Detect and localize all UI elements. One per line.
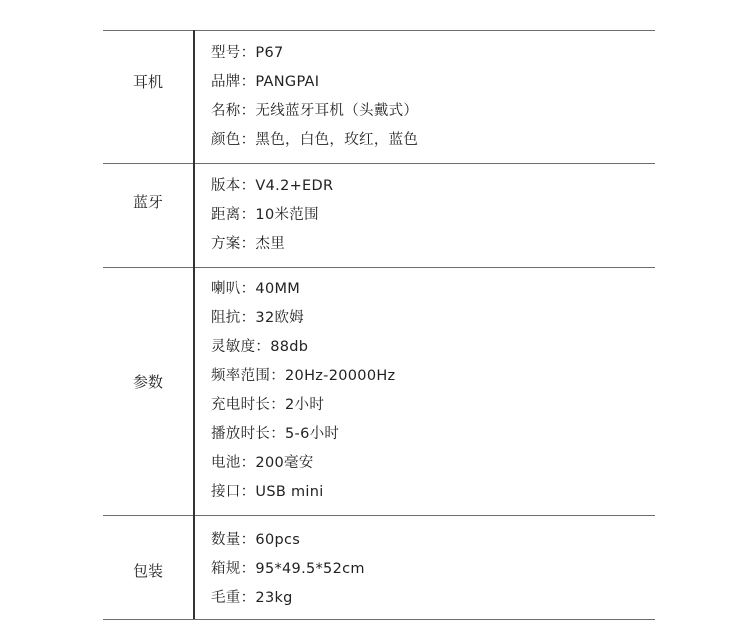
spec-value: PANGPAI: [255, 74, 320, 90]
spec-value: 5-6小时: [285, 426, 340, 442]
spec-key: 灵敏度: [211, 339, 256, 355]
spec-key: 播放时长: [211, 426, 271, 442]
spec-separator: ：: [240, 561, 256, 577]
spec-row: [211, 588, 293, 608]
spec-key: 品牌: [211, 74, 241, 90]
spec-separator: ：: [240, 236, 256, 252]
spec-value: 95*49.5*52cm: [255, 561, 365, 577]
spec-row: [211, 530, 300, 550]
spec-row: [211, 72, 319, 92]
section-packaging: [103, 515, 655, 619]
spec-separator: ：: [255, 339, 271, 355]
spec-row: [211, 101, 418, 121]
spec-separator: ：: [240, 484, 256, 500]
spec-value: 88db: [270, 339, 309, 355]
spec-separator: ：: [240, 74, 256, 90]
spec-row: [211, 395, 324, 415]
spec-key: 箱规: [211, 561, 241, 577]
spec-key: 毛重: [211, 590, 241, 606]
spec-value: 10米范围: [255, 207, 319, 223]
spec-row: [211, 482, 324, 502]
spec-key: 数量: [211, 532, 241, 548]
spec-row: [211, 366, 395, 386]
spec-separator: ：: [240, 45, 256, 61]
spec-row: [211, 559, 365, 579]
spec-key: 距离: [211, 207, 241, 223]
section-label: 包装: [132, 562, 163, 580]
spec-value: 23kg: [255, 590, 293, 606]
spec-key: 版本: [211, 178, 241, 194]
spec-separator: ：: [240, 590, 256, 606]
spec-value: 60pcs: [255, 532, 301, 548]
table-bottom-border: [103, 619, 655, 620]
spec-value: USB mini: [255, 484, 324, 500]
spec-separator: ：: [240, 281, 256, 297]
spec-value: 200毫安: [255, 455, 314, 471]
spec-separator: ：: [240, 103, 256, 119]
spec-value: 杰里: [255, 236, 286, 252]
spec-key: 频率范围: [211, 368, 271, 384]
spec-separator: ：: [240, 455, 256, 471]
spec-row: [211, 43, 284, 63]
spec-row: [211, 130, 418, 150]
section-label: 耳机: [132, 73, 163, 91]
section-label: 蓝牙: [132, 193, 163, 211]
section-label: 参数: [132, 373, 163, 391]
spec-row: [211, 205, 319, 225]
spec-value: 无线蓝牙耳机（头戴式）: [255, 103, 419, 119]
spec-row: [211, 453, 314, 473]
spec-value: 2小时: [285, 397, 325, 413]
spec-value: V4.2+EDR: [255, 178, 334, 194]
spec-separator: ：: [270, 397, 286, 413]
spec-table: [103, 0, 655, 644]
spec-value: 黑色，白色，玫红，蓝色: [255, 132, 419, 148]
spec-row: [211, 279, 300, 299]
spec-value: P67: [255, 45, 284, 61]
spec-separator: ：: [270, 368, 286, 384]
spec-separator: ：: [240, 532, 256, 548]
spec-key: 方案: [211, 236, 241, 252]
spec-row: [211, 176, 333, 196]
spec-row: [211, 308, 304, 328]
spec-row: [211, 424, 339, 444]
spec-row: [211, 337, 308, 357]
spec-value: 32欧姆: [255, 310, 305, 326]
spec-separator: ：: [240, 207, 256, 223]
spec-separator: ：: [240, 132, 256, 148]
spec-key: 名称: [211, 103, 241, 119]
spec-separator: ：: [270, 426, 286, 442]
spec-key: 接口: [211, 484, 241, 500]
spec-key: 喇叭: [211, 281, 241, 297]
spec-key: 阻抗: [211, 310, 241, 326]
spec-row: [211, 234, 285, 254]
spec-value: 20Hz-20000Hz: [285, 368, 396, 384]
section-bluetooth: [103, 163, 655, 267]
spec-separator: ：: [240, 178, 256, 194]
spec-value: 40MM: [255, 281, 301, 297]
spec-key: 电池: [211, 455, 241, 471]
spec-key: 充电时长: [211, 397, 271, 413]
spec-key: 颜色: [211, 132, 241, 148]
section-earphone: [103, 30, 655, 163]
section-parameters: [103, 267, 655, 515]
spec-key: 型号: [211, 45, 241, 61]
spec-separator: ：: [240, 310, 256, 326]
